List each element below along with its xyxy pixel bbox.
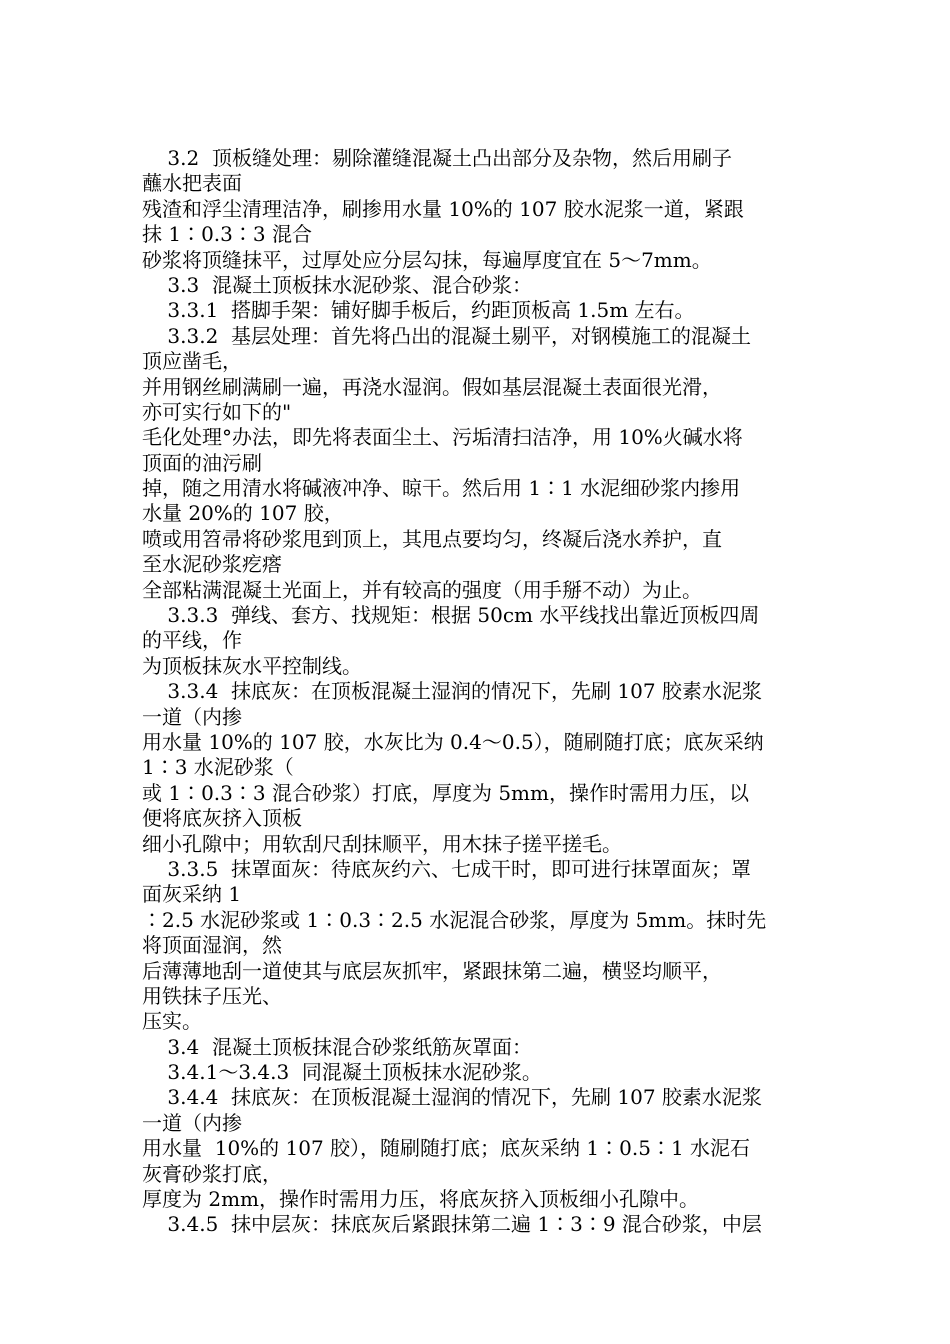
document-body-text <box>142 146 814 1238</box>
text-line: 亦可实行如下的" <box>142 399 292 424</box>
text-line: 用铁抹子压光、 <box>142 983 282 1008</box>
text-line: 3.3.1 搭脚手架：铺好脚手板后，约距顶板高 1.5m 左右。 <box>142 298 695 323</box>
text-line: 3.3.2 基层处理：首先将凸出的混凝土剔平，对钢模施工的混凝土 <box>142 323 752 348</box>
text-line: 或 1∶0.3∶3 混合砂浆）打底，厚度为 5mm，操作时需用力压，以 <box>142 780 749 805</box>
text-line: 水量 20%的 107 胶， <box>142 501 344 526</box>
text-line: 一道（内掺 <box>142 1110 242 1135</box>
text-line: 3.2 顶板缝处理：剔除灌缝混凝土凸出部分及杂物，然后用刷子 <box>142 146 732 170</box>
text-line: ∶2.5 水泥砂浆或 1∶0.3∶2.5 水泥混合砂浆，厚度为 5mm。抹时先 <box>142 907 767 932</box>
text-line: 并用钢丝刷满刷一遍，再浇水湿润。假如基层混凝土表面很光滑， <box>142 374 722 399</box>
text-line: 残渣和浮尘清理洁净，刷掺用水量 10%的 107 胶水泥浆一道，紧跟 <box>142 196 744 221</box>
text-line: 3.3.3 弹线、套方、找规矩：根据 50cm 水平线找出靠近顶板四周 <box>142 603 760 628</box>
text-line: 全部粘满混凝土光面上，并有较高的强度（用手掰不动）为止。 <box>142 577 702 602</box>
text-line: 3.4.5 抹中层灰：抹底灰后紧跟抹第二遍 1∶3∶9 混合砂浆，中层 <box>142 1212 762 1237</box>
text-line: 毛化处理°办法，即先将表面尘土、污垢清扫洁净，用 10%火碱水将 <box>142 425 743 450</box>
text-line: 蘸水把表面 <box>142 171 242 196</box>
text-line: 用水量 10%的 107 胶），随刷随打底；底灰采纳 1∶0.5∶1 水泥石 <box>142 1136 751 1161</box>
text-line: 顶应凿毛， <box>142 349 242 374</box>
text-line: 掉，随之用清水将碱液冲净、晾干。然后用 1∶1 水泥细砂浆内掺用 <box>142 476 741 501</box>
text-line: 抹 1∶0.3∶3 混合 <box>142 222 312 247</box>
text-line: 压实。 <box>142 1009 202 1034</box>
text-line: 将顶面湿润，然 <box>142 933 282 958</box>
text-line: 顶面的油污刷 <box>142 450 262 475</box>
text-line: 面灰采纳 1 <box>142 882 242 907</box>
text-line: 厚度为 2mm，操作时需用力压，将底灰挤入顶板细小孔隙中。 <box>142 1187 700 1212</box>
text-line: 砂浆将顶缝抹平，过厚处应分层勾抹，每遍厚度宜在 5～7mm。 <box>142 247 712 272</box>
text-line: 1∶3 水泥砂浆（ <box>142 755 294 780</box>
text-line: 为顶板抹灰水平控制线。 <box>142 653 362 678</box>
text-line: 3.3.4 抹底灰：在顶板混凝土湿润的情况下，先刷 107 胶素水泥浆 <box>142 679 762 704</box>
text-line: 灰膏砂浆打底， <box>142 1161 282 1186</box>
text-line: 3.3 混凝土顶板抹水泥砂浆、混合砂浆： <box>142 272 532 297</box>
text-line: 3.4 混凝土顶板抹混合砂浆纸筋灰罩面： <box>142 1034 532 1059</box>
text-line: 至水泥砂浆疙瘩 <box>142 552 282 577</box>
text-line: 的平线，作 <box>142 628 242 653</box>
text-line: 用水量 10%的 107 胶，水灰比为 0.4～0.5），随刷随打底；底灰采纳 <box>142 729 764 754</box>
text-line: 3.4.4 抹底灰：在顶板混凝土湿润的情况下，先刷 107 胶素水泥浆 <box>142 1085 762 1110</box>
text-line: 细小孔隙中；用软刮尺刮抹顺平，用木抹子搓平搓毛。 <box>142 831 622 856</box>
text-line: 3.4.1～3.4.3 同混凝土顶板抹水泥砂浆。 <box>142 1060 542 1085</box>
text-line: 3.3.5 抹罩面灰：待底灰约六、七成干时，即可进行抹罩面灰；罩 <box>142 856 752 881</box>
text-line: 后薄薄地刮一道使其与底层灰抓牢，紧跟抹第二遍，横竖均顺平， <box>142 958 722 983</box>
text-line: 便将底灰挤入顶板 <box>142 806 302 831</box>
text-line: 一道（内掺 <box>142 704 242 729</box>
text-line: 喷或用笤帚将砂浆甩到顶上，其甩点要均匀，终凝后浇水养护，直 <box>142 526 722 551</box>
